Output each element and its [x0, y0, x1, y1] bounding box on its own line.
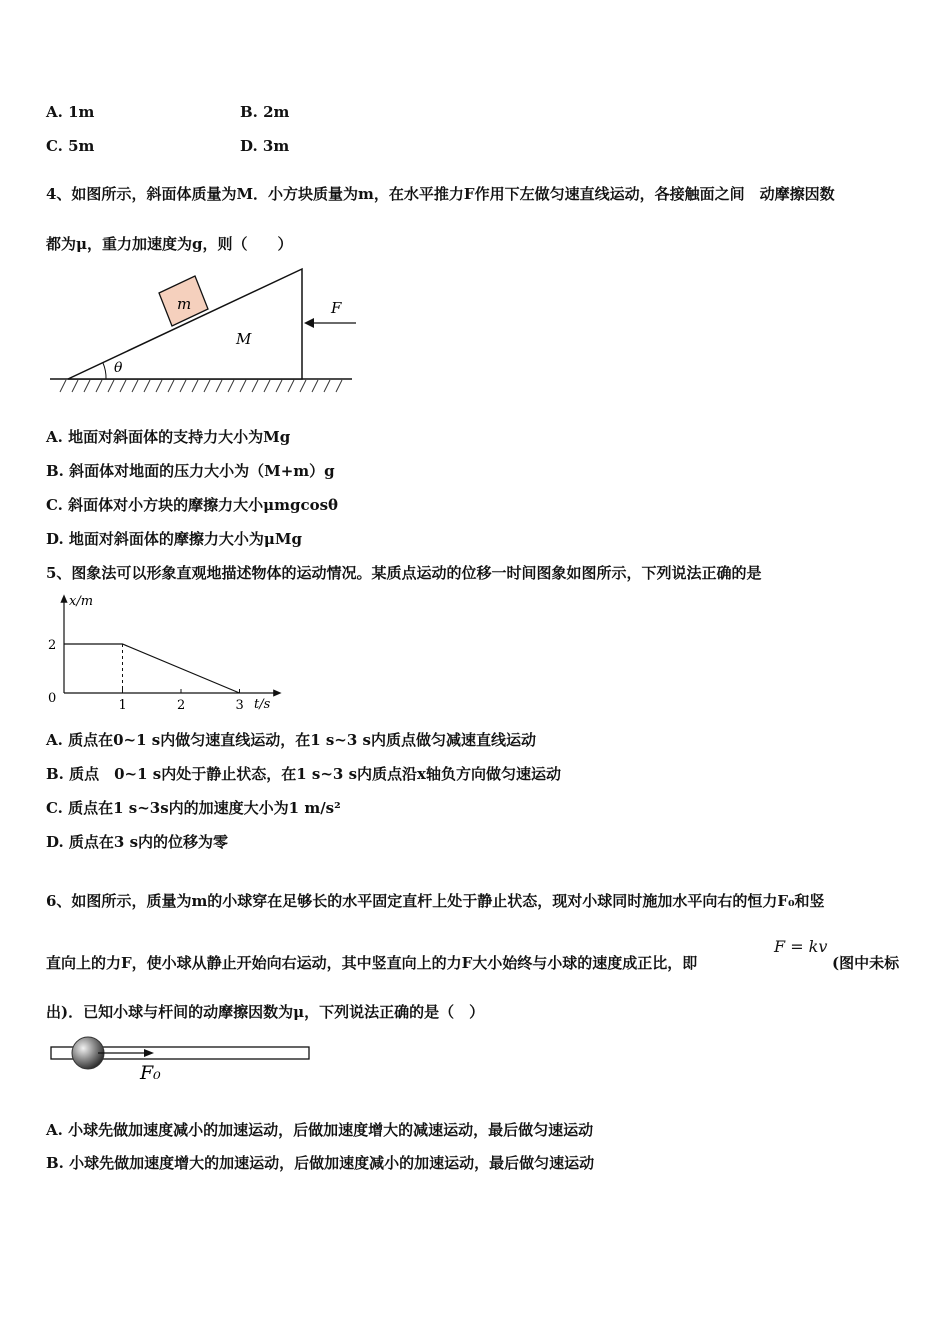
x-tick-label: 2	[177, 698, 186, 713]
q6-text-line2b: (图中未标	[832, 954, 900, 972]
q5-option-b: B. 质点 0~1 s内处于静止状态，在1 s~3 s内质点沿x轴负方向做匀速运动	[46, 765, 561, 783]
incline-label: M	[236, 330, 252, 348]
x-tick-label: 1	[118, 698, 127, 713]
q6-text-line2a: 直向上的力F，使小球从静止开始向右运动，其中竖直向上的力F大小始终与小球的速度成正比，即	[46, 954, 698, 972]
y-axis-label: x/m	[69, 594, 94, 609]
xt-chart	[40, 590, 290, 715]
rod-ball-figure	[46, 1032, 316, 1090]
y-tick-label: 2	[48, 638, 57, 653]
q5-option-a: A. 质点在0~1 s内做匀速直线运动，在1 s~3 s内质点做匀减速直线运动	[46, 731, 536, 749]
q6-option-b: B. 小球先做加速度增大的加速运动，后做加速度减小的加速运动，最后做匀速运动	[46, 1154, 595, 1172]
q4-option-b: B. 斜面体对地面的压力大小为（M+m）g	[46, 462, 335, 480]
origin-label: 0	[48, 691, 57, 706]
q4-option-a: A. 地面对斜面体的支持力大小为Mg	[46, 428, 291, 446]
q4-option-c: C. 斜面体对小方块的摩擦力大小μmgcosθ	[46, 496, 339, 514]
q3-option-c: C. 5m	[46, 137, 95, 155]
series-line	[64, 644, 240, 693]
q6-formula: F = kv	[774, 937, 828, 956]
q6-option-a: A. 小球先做加速度减小的加速运动，后做加速度增大的减速运动，最后做匀速运动	[46, 1121, 594, 1139]
block-label: m	[177, 295, 192, 313]
q5-option-c: C. 质点在1 s~3s内的加速度大小为1 m/s²	[46, 799, 341, 817]
q4-text-line1: 4、如图所示，斜面体质量为M．小方块质量为m，在水平推力F作用下左做匀速直线运动，各接触面之间 动摩擦因数	[46, 185, 835, 203]
q5-option-d: D. 质点在3 s内的位移为零	[46, 833, 229, 851]
q4-option-d: D. 地面对斜面体的摩擦力大小为μMg	[46, 530, 302, 548]
q6-text-line3: 出)．已知小球与杆间的动摩擦因数为μ，下列说法正确的是（ ）	[46, 1003, 485, 1021]
x-axis-label: t/s	[254, 697, 271, 712]
q5-text: 5、图象法可以形象直观地描述物体的运动情况。某质点运动的位移一时间图象如图所示，下列说法正确的是	[46, 564, 762, 582]
q4-text-line2: 都为μ，重力加速度为g，则（ ）	[46, 235, 293, 253]
x-tick-label: 3	[235, 698, 244, 713]
incline-figure	[46, 262, 366, 397]
force-f0-label: F₀	[140, 1062, 161, 1084]
force-label: F	[331, 299, 342, 317]
q3-option-a: A. 1m	[46, 103, 95, 121]
q3-option-d: D. 3m	[240, 137, 290, 155]
q3-option-b: B. 2m	[240, 103, 290, 121]
q6-text-line1: 6、如图所示，质量为m的小球穿在足够长的水平固定直杆上处于静止状态，现对小球同时施加水平向右的恒力F₀和竖	[46, 892, 825, 910]
angle-label: θ	[114, 360, 123, 376]
